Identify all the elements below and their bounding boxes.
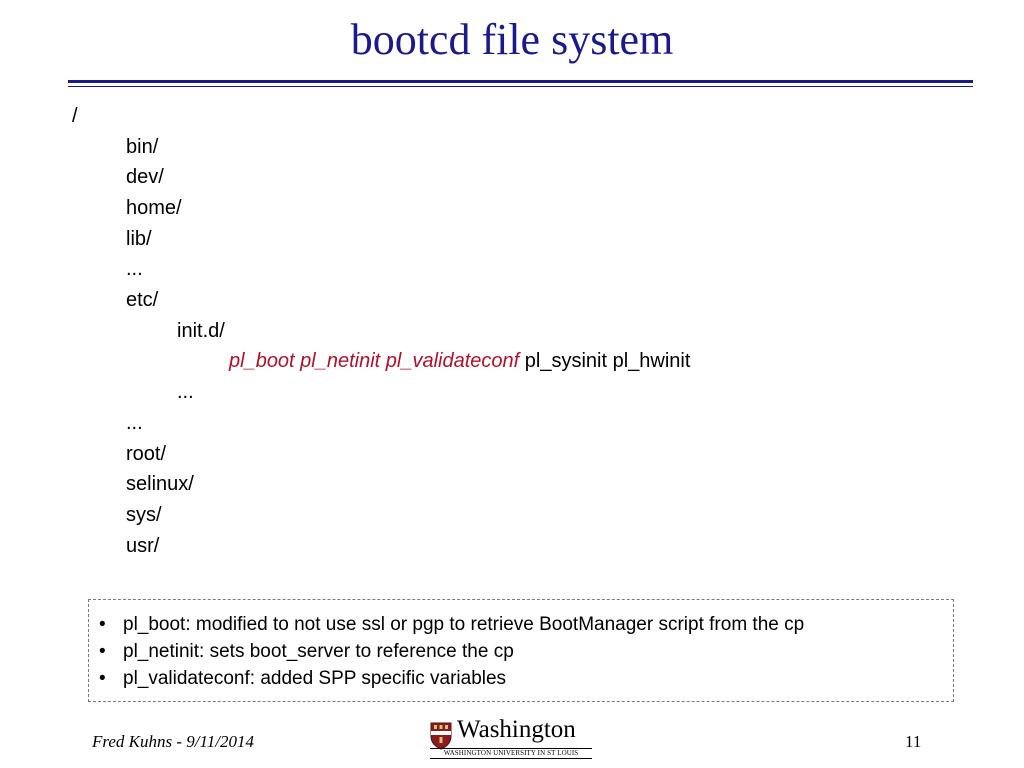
tree-dir-root: root/ — [126, 443, 167, 465]
tree-dir-usr: usr/ — [126, 535, 160, 557]
logo-rule-bottom — [430, 758, 592, 759]
note-item — [99, 613, 804, 637]
logo-wordmark: Washington — [457, 716, 576, 743]
bullet: • — [99, 614, 106, 635]
highlighted-scripts: pl_boot pl_netinit pl_validateconf — [229, 350, 520, 372]
title-divider — [68, 80, 973, 83]
slide-title: bootcd file system — [350, 15, 674, 64]
note-text: pl_validateconf: added SPP specific variables — [123, 668, 507, 689]
tree-init-scripts — [229, 349, 690, 373]
bullet: • — [99, 641, 106, 662]
tree-ellipsis: ... — [126, 258, 143, 280]
logo-subtitle: WASHINGTON UNIVERSITY IN ST LOUIS — [443, 749, 579, 757]
bullet: • — [99, 668, 106, 689]
other-scripts: pl_sysinit pl_hwinit — [519, 350, 691, 372]
tree-root: / — [72, 105, 78, 127]
tree-dir-sys: sys/ — [126, 504, 162, 526]
tree-ellipsis-initd: ... — [177, 381, 194, 403]
note-item — [99, 640, 514, 664]
note-item — [99, 667, 506, 691]
tree-dir-selinux: selinux/ — [126, 473, 194, 495]
university-logo — [430, 716, 594, 760]
tree-dir-dev: dev/ — [126, 166, 164, 188]
tree-dir-bin: bin/ — [126, 136, 159, 158]
page-number: 11 — [905, 732, 922, 751]
title-divider-thin — [68, 86, 973, 87]
footer-author-date: Fred Kuhns - 9/11/2014 — [92, 732, 254, 751]
tree-dir-lib: lib/ — [126, 228, 152, 250]
note-text: pl_boot: modified to not use ssl or pgp to retrieve BootManager script from the cp — [123, 614, 805, 635]
tree-dir-initd: init.d/ — [177, 320, 225, 342]
notes-box — [88, 599, 954, 702]
note-text: pl_netinit: sets boot_server to reference the cp — [123, 641, 514, 662]
university-shield-icon — [430, 722, 452, 750]
tree-dir-etc: etc/ — [126, 289, 159, 311]
tree-dir-home: home/ — [126, 197, 182, 219]
tree-ellipsis-mid: ... — [126, 412, 143, 434]
